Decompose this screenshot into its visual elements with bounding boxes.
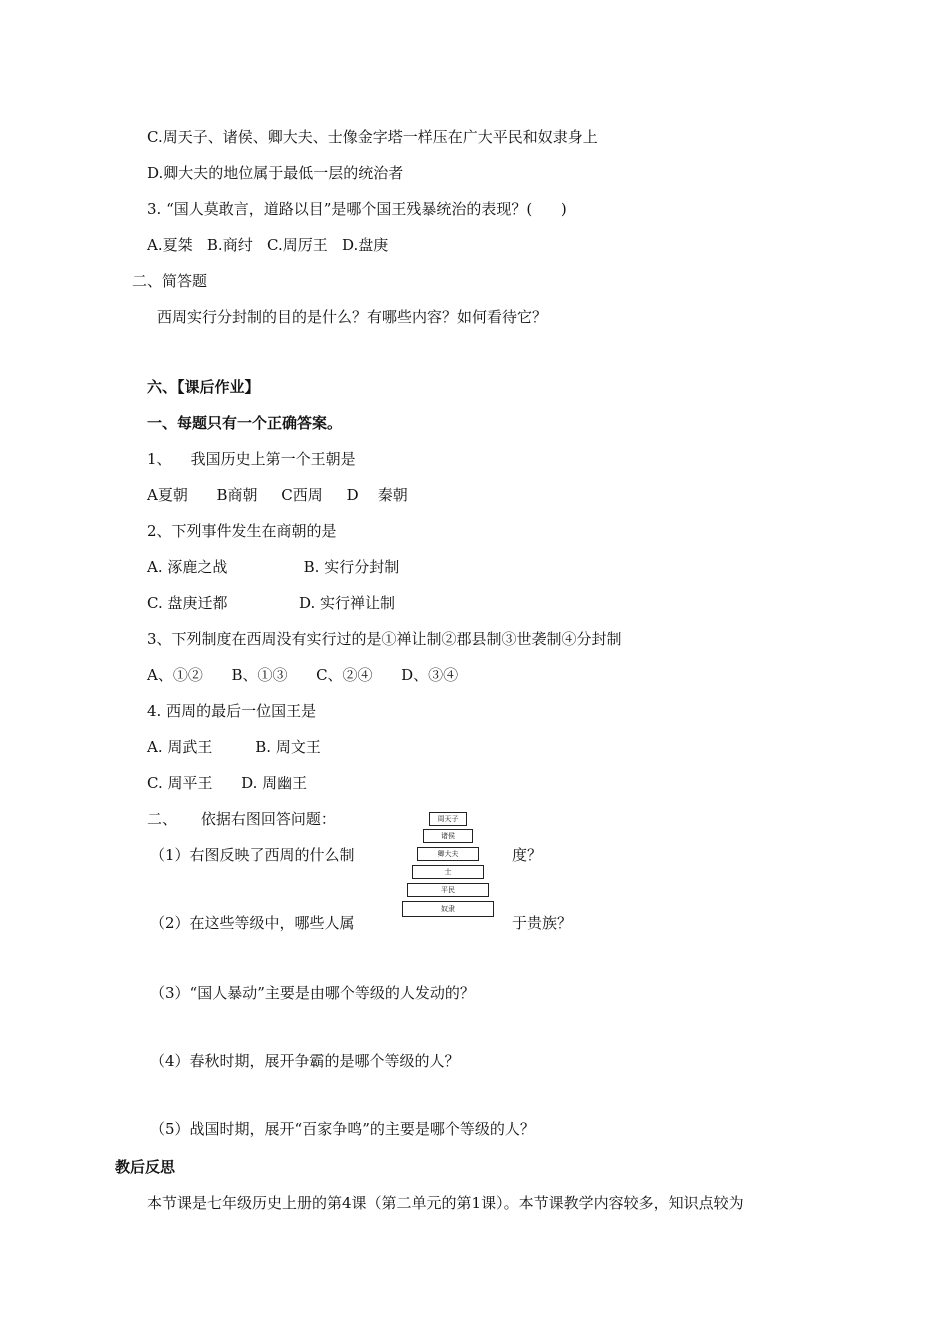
hw-question-4-options-ab: A. 周武王 B. 周文王 (147, 738, 321, 756)
hierarchy-pyramid-diagram (402, 812, 494, 922)
pyramid-tier-king: 周天子 (429, 812, 467, 826)
option-c-text: C.周天子、诸侯、卿大夫、士像金字塔一样压在广大平民和奴隶身上 (147, 128, 598, 146)
hw-question-1: 1、 我国历史上第一个王朝是 (147, 450, 356, 468)
pyramid-tier-commoners: 平民 (407, 883, 489, 897)
diagram-question-4: （4）春秋时期，展开争霸的是哪个等级的人？ (150, 1052, 460, 1070)
diagram-question-1a: （1）右图反映了西周的什么制 (150, 846, 355, 864)
diagram-question-3: （3）“国人暴动”主要是由哪个等级的人发动的？ (150, 984, 475, 1002)
diagram-question-1b: 度？ (512, 846, 543, 864)
hw-question-2-options-cd: C. 盘庚迁都 D. 实行禅让制 (147, 594, 396, 612)
pyramid-tier-slaves: 奴隶 (402, 901, 494, 917)
section-short-answer-heading: 二、简答题 (132, 272, 208, 290)
single-choice-heading: 一、每题只有一个正确答案。 (147, 414, 343, 432)
question-3-options: A.夏桀 B.商纣 C.周厉王 D.盘庚 (147, 236, 389, 254)
hw-question-1-options: A夏朝 B商朝 C西周 D 秦朝 (147, 486, 408, 504)
pyramid-tier-nobles: 诸侯 (423, 829, 473, 843)
hw-question-2: 2、下列事件发生在商朝的是 (147, 522, 337, 540)
diagram-question-2b: 于贵族？ (512, 914, 573, 932)
short-answer-question: 西周实行分封制的目的是什么？有哪些内容？如何看待它？ (157, 308, 548, 326)
pyramid-tier-shi: 士 (412, 865, 484, 879)
pyramid-tier-ministers: 卿大夫 (417, 847, 479, 861)
homework-heading: 六、【课后作业】 (147, 378, 260, 396)
hw-question-2-options-ab: A. 涿鹿之战 B. 实行分封制 (147, 558, 400, 576)
question-3-text: 3. “国人莫敢言，道路以目”是哪个国王残暴统治的表现？( ) (147, 200, 567, 218)
reflection-heading: 教后反思 (115, 1158, 176, 1176)
hw-question-3-options: A、①② B、①③ C、②④ D、③④ (147, 666, 459, 684)
reflection-paragraph: 本节课是七年级历史上册的第4课（第二单元的第1课）。本节课教学内容较多，知识点较为 (147, 1194, 744, 1212)
option-d-text: D.卿大夫的地位属于最低一层的统治者 (147, 164, 404, 182)
hw-question-3: 3、下列制度在西周没有实行过的是①禅让制②郡县制③世袭制④分封制 (147, 630, 622, 648)
hw-question-4: 4. 西周的最后一位国王是 (147, 702, 317, 720)
diagram-question-2a: （2）在这些等级中，哪些人属 (150, 914, 355, 932)
hw-question-4-options-cd: C. 周平王 D. 周幽王 (147, 774, 308, 792)
diagram-question-5: （5）战国时期，展开“百家争鸣”的主要是哪个等级的人？ (150, 1120, 535, 1138)
diagram-section-heading: 二、 依据右图回答问题： (147, 810, 336, 828)
